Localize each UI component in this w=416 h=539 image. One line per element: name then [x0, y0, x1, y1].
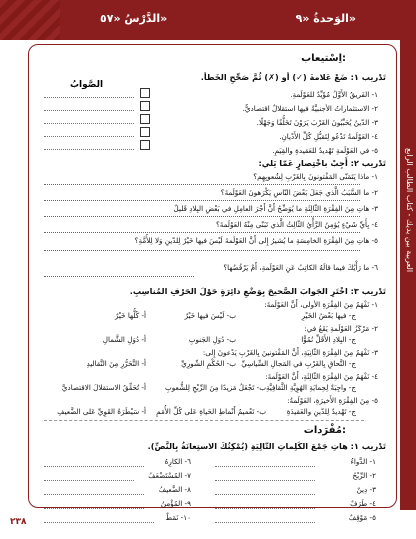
- ex2-item: ٦- ما رَأْيُكَ فيما قالَهُ الكاتِبُ عَنِ العَوْلَمةِ، أَمْ يَرْفُضُها؟: [223, 263, 378, 272]
- side-title: العربية بين يديك - كتاب الطالب الرابع: [405, 147, 414, 273]
- ex2-item: ٣- هاتِ مِنَ الفِقْرَةِ الثّالِثَةِ ما يُوَضِّحُ أَنَّ أَجْرَ العامِلِ في بَعْضِ البِلادِ قَليلٌ: [173, 204, 378, 213]
- answer-line[interactable]: [215, 522, 315, 523]
- exercise3-title: تَدْريب ٣: اخْتَرِ الجَوابَ الصَّحيحَ بِوَضْعِ دائِرَةٍ حَوْلَ الحَرْفِ المُناسِبِ.: [129, 286, 386, 296]
- correction-line[interactable]: [44, 97, 134, 98]
- answer-checkbox[interactable]: [140, 127, 150, 137]
- answer-line[interactable]: [44, 508, 144, 509]
- section-vocabulary: مُفْرَدات:: [303, 425, 346, 436]
- ex2-item: ٥- هاتِ مِنَ الفِقْرَةِ الخامِسَةِ ما يُشيرُ إِلى أَنَّ العَوْلَمةَ لَيْسَ فيها خَيْرٌ لِلدّينِ وَلا لِلأُمَّةِ؟: [134, 236, 378, 245]
- vocab-word: ٧- المُسْتَضْعَفُ: [148, 471, 191, 480]
- ex3-option[interactable]: ج- التَّحاقِ بِالغَرْبِ في المَجالِ السِّياسِيِّ: [241, 359, 356, 368]
- answer-line[interactable]: [215, 466, 315, 467]
- correct-header: الصَّوابُ: [70, 80, 104, 90]
- vocab-word: ٩- المُؤْمِنُ: [160, 499, 191, 508]
- vocab-word: ٢- الرِّبْحُ: [352, 471, 376, 480]
- ex3-option[interactable]: ب- تَعْميمُ أَنْماطِ الحَياةِ عَلى كُلِّ الأُمَمِ: [156, 407, 266, 416]
- correction-line[interactable]: [44, 149, 134, 150]
- ex3-option[interactable]: ب- الحُكْمِ الشّورِيِّ: [181, 359, 236, 368]
- answer-line[interactable]: [44, 184, 360, 185]
- vocab-word: ٤- طَرَفٌ: [350, 499, 376, 508]
- answer-checkbox[interactable]: [140, 140, 150, 150]
- ex3-option[interactable]: ب- دُوَلِ الجَنوبِ: [188, 335, 236, 344]
- ex2-item: ٢- ما السَّبَبُ الَّذي جَعَلَ بَعْضَ النّاسِ يَكْرَهونَ العَوْلَمةَ؟: [220, 188, 378, 197]
- header-ornament: [0, 0, 60, 40]
- ex3-option[interactable]: أ- دُوَلِ الشَّمالِ: [102, 335, 146, 344]
- ex1-item: ٤- العَوْلَمةُ تَدْعُو لِتَقبُّلِ كُلِّ الأَدْيانِ.: [279, 132, 378, 141]
- page-header: [0, 0, 416, 40]
- vocab-word: ٦- الكارِهُ: [164, 457, 191, 466]
- answer-line[interactable]: [44, 466, 144, 467]
- answer-line[interactable]: [44, 522, 154, 523]
- correction-line[interactable]: [44, 110, 134, 111]
- ex2-item: ٤- بِأَيِّ شَيْءٍ يُؤمِنُ الرَّأْيُ الثّالِثُ الَّذي تَبَنّى مِنْهُ العَوْلَمةَ؟: [215, 220, 378, 229]
- answer-line[interactable]: [44, 480, 134, 481]
- vocab-word: ١- الدَّواءُ: [350, 457, 376, 466]
- ex1-item: ١- الفَريقُ الأَوَّلُ مُؤَيِّدٌ للعَوْلَمةِ.: [290, 90, 378, 99]
- lesson-label: الدَّرْسُ «٥٧»: [100, 12, 168, 25]
- ex3-option[interactable]: أ- كُلُّها خَيْرٌ: [114, 311, 146, 320]
- exercise1-title: تَدْريب ١: ضَعْ عَلامةَ (✓) أو (✗) ثُمَّ صَحِّحِ الخَطأ.: [200, 72, 386, 82]
- vocab-word: ١٠- نَمَطٌ: [165, 513, 191, 522]
- answer-checkbox[interactable]: [140, 88, 150, 98]
- exercise4-title: تَدْريب ١: هاتِ جَمْعَ الكَلِماتِ التّالِيَةِ (يُمْكِنُكَ الاستِعانَةُ بِالنَّصِّ).: [147, 441, 386, 451]
- ex3-question: ٥- مِنَ الفِقْرَةِ الأَخيرَةِ، العَوْلَمةُ:: [287, 396, 378, 405]
- ex1-item: ٣- الدّينُ يُحَبِّبُونَ الغَرْبَ يَرَوْنَ تَخَلُّفًا وَجَهْلًا.: [256, 118, 378, 127]
- vocab-word: ٣- دِينٌ: [356, 485, 376, 494]
- answer-line[interactable]: [215, 480, 315, 481]
- ex3-question: ٢- مَرْكَزُ العَوْلَمةِ يَقَعُ في:: [304, 324, 378, 333]
- correction-line[interactable]: [44, 136, 134, 137]
- section-comprehension: اِسْتيعاب:: [301, 53, 346, 64]
- ex2-item: ١- ماذا يَتَمَنّى المَفْتونونَ بِالغَرْبِ لِشُعوبِهِم؟: [253, 172, 378, 181]
- answer-line[interactable]: [44, 276, 194, 277]
- ex3-option[interactable]: ج- تَهْديدٌ لِلدّينِ والعَقيدَةِ: [286, 407, 356, 416]
- ex3-option[interactable]: ج- واجِبَةٌ لِحِمايَةِ الهُوِيَّةِ الثَّقافِيَّةِ: [265, 383, 356, 392]
- answer-line[interactable]: [215, 494, 315, 495]
- ex3-question: ١- نَفْهَمُ مِنَ الفِقْرَةِ الأولى، أَنَّ العَوْلَمةَ:: [264, 300, 378, 309]
- correction-line[interactable]: [44, 123, 134, 124]
- answer-checkbox[interactable]: [140, 101, 150, 111]
- ex3-option[interactable]: ج- البِلادِ الأَقَلِّ نُمُوًّا: [301, 335, 356, 344]
- ex3-question: ٤- نَفْهَمُ مِنَ الفِقْرَةِ الثّالِثَةِ، أَنَّ العَوْلَمةَ:: [265, 372, 378, 381]
- ex3-option[interactable]: ب- لَيْسَ فيها خَيْرٌ: [184, 311, 236, 320]
- page-number: ٢٣٨: [10, 517, 27, 527]
- vocab-word: ٨- الضَّعيفُ: [158, 485, 191, 494]
- ex3-option[interactable]: أ- التَّحَرُّرِ مِنَ التَّقاليدِ: [86, 359, 146, 368]
- unit-label: الوَحدةُ «٩»: [295, 12, 356, 25]
- ex3-option[interactable]: ب- تَجْعَلُ مَزيدًا مِنَ الرِّبْحِ لِلشُّعوبِ: [165, 383, 266, 392]
- answer-line[interactable]: [44, 250, 360, 251]
- ex3-option[interactable]: أ- سَيْطَرَةُ القَوِيِّ عَلى الضَّعيفِ: [57, 407, 146, 416]
- divider: [44, 420, 364, 421]
- ex3-option[interactable]: ج- فيها بَعْضُ الخَيْرِ: [301, 311, 356, 320]
- ex1-item: ٢- الاستثماراتُ الأجنبيَّةُ فيها استقلالٌ اقتصاديٌّ.: [242, 104, 378, 113]
- answer-line[interactable]: [215, 508, 315, 509]
- answer-line[interactable]: [44, 232, 360, 233]
- answer-line[interactable]: [44, 216, 360, 217]
- vocab-word: ٥- مَوْقِفٌ: [348, 513, 376, 522]
- answer-line[interactable]: [44, 494, 144, 495]
- ex1-item: ٥- في العَوْلَمةِ تَهْديدٌ للعَقيدةِ والقِيَمِ.: [272, 146, 378, 155]
- answer-line[interactable]: [44, 200, 360, 201]
- exercise2-title: تَدْريب ٢: أَجِبْ باخْتِصارٍ عَمّا يَلي:: [258, 158, 386, 168]
- answer-checkbox[interactable]: [140, 114, 150, 124]
- ex3-question: ٣- نَفْهَمُ مِنَ الفِقْرَةِ الثّانِيَةِ، أَنَّ المَفْتونينَ بِالغَرْبِ يَدْعونَ إِلى:: [202, 348, 378, 357]
- ex3-option[interactable]: أ- تُحَقِّقُ الاستقلالَ الاقتصاديَّ: [61, 383, 146, 392]
